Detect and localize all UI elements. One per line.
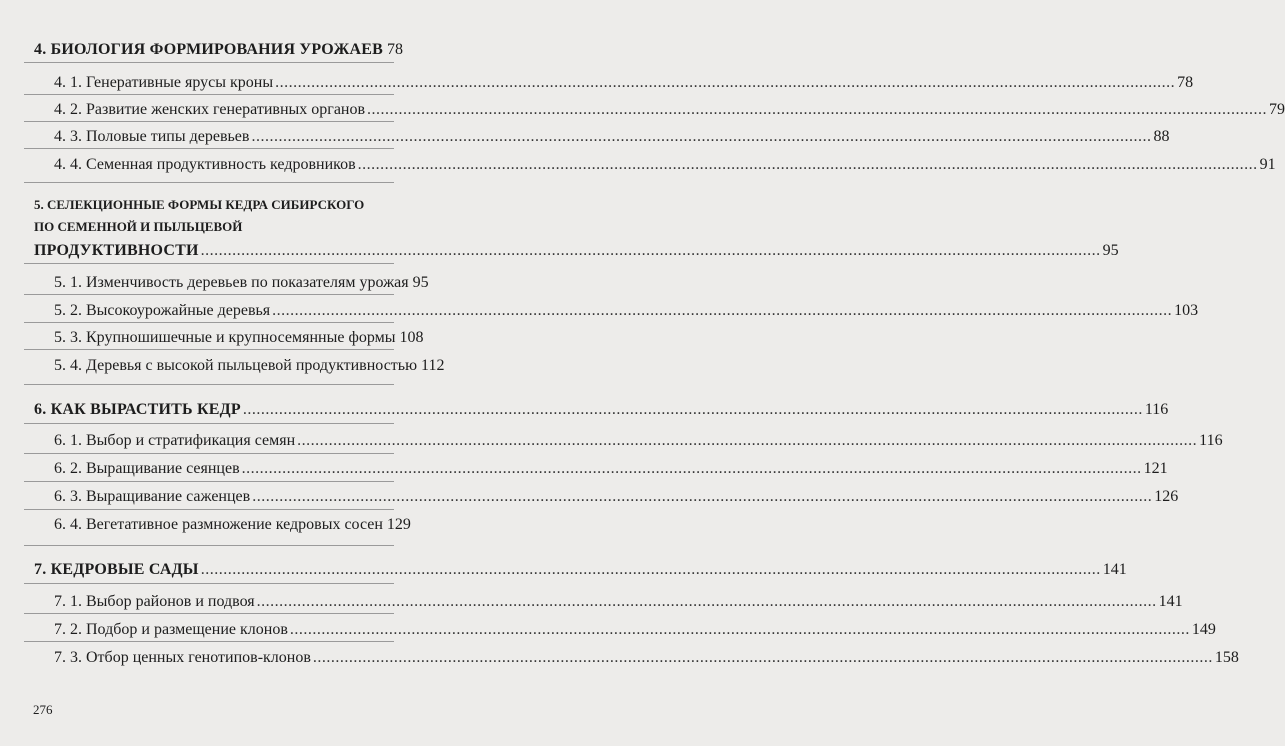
leader-dots [313,649,1213,667]
divider [24,384,394,385]
item-title: 6. 1. Выбор и стратификация семян [54,432,296,449]
item-title: 6. 4. Вегетативное размножение кедровых сосен [54,516,383,533]
toc-item-6-2 [54,460,1168,478]
item-page: 91 [1259,156,1276,173]
item-title: 4. 2. Развитие женских генеративных органов [54,101,366,118]
divider [24,453,394,454]
leader-dots [242,460,1142,478]
leader-dots [257,593,1157,611]
chapter-title-line: ПО СЕМЕННОЙ И ПЫЛЬЦЕВОЙ [34,219,243,234]
item-page: 108 [399,329,424,346]
toc-item-4-2 [54,101,1285,119]
divider [24,509,394,510]
leader-dots [201,561,1101,579]
divider [24,349,394,350]
divider [24,121,394,122]
item-page: 158 [1214,649,1239,666]
toc-item-4-4 [54,156,1276,174]
leader-dots [358,156,1258,174]
toc-item-7-1 [54,593,1183,611]
toc-item-4-1 [54,74,1194,92]
item-title: 4. 3. Половые типы деревьев [54,128,250,145]
chapter-title: 6. КАК ВЫРАСТИТЬ КЕДР [34,401,241,418]
item-page: 78 [1177,74,1194,91]
divider [24,545,394,546]
item-title: 5. 4. Деревья с высокой пыльцевой продуктивностью [54,357,418,374]
item-title: 4. 1. Генеративные ярусы кроны [54,74,274,91]
item-title: 4. 4. Семенная продуктивность кедровников [54,156,356,173]
chapter-title: 4. БИОЛОГИЯ ФОРМИРОВАНИЯ УРОЖАЕВ [34,41,383,58]
leader-dots [275,74,1175,92]
item-page: 129 [386,516,411,533]
item-title: 5. 1. Изменчивость деревьев по показателям урожая [54,274,409,291]
toc-item-5-3 [54,329,424,347]
divider [24,423,394,424]
item-title: 7. 2. Подбор и размещение клонов [54,621,288,638]
divider [24,641,394,642]
leader-dots [201,242,1101,260]
divider [24,62,394,63]
item-title: 6. 3. Выращивание саженцев [54,488,251,505]
leader-dots [367,101,1267,119]
divider [24,294,394,295]
chapter-title: 7. КЕДРОВЫЕ САДЫ [34,561,199,578]
item-title: 5. 2. Высокоурожайные деревья [54,302,271,319]
item-page: 112 [421,357,445,374]
leader-dots [297,432,1197,450]
toc-item-6-4 [54,516,411,534]
chapter-page: 141 [1102,561,1127,578]
toc-chapter-6 [34,401,1169,419]
toc-chapter-5 [34,242,1119,260]
item-page: 116 [1199,432,1223,449]
item-page: 141 [1158,593,1183,610]
chapter-page: 116 [1144,401,1169,418]
leader-dots [251,128,1151,146]
item-page: 121 [1143,460,1168,477]
toc-item-7-3 [54,649,1239,667]
chapter-title-line: 5. СЕЛЕКЦИОННЫЕ ФОРМЫ КЕДРА СИБИРСКОГО [34,197,365,212]
toc-item-5-1 [54,274,429,292]
divider [24,322,394,323]
toc-item-5-2 [54,302,1199,320]
divider [24,583,394,584]
divider [24,182,394,183]
item-page: 149 [1191,621,1216,638]
item-page: 88 [1153,128,1170,145]
item-title: 5. 3. Крупношишечные и крупносемянные формы [54,329,396,346]
leader-dots [272,302,1172,320]
item-page: 103 [1174,302,1199,319]
item-page: 79 [1269,101,1285,118]
item-title: 7. 3. Отбор ценных генотипов-клонов [54,649,311,666]
item-page: 126 [1154,488,1179,505]
leader-dots [243,401,1143,419]
divider [24,613,394,614]
toc-item-6-3 [54,488,1179,506]
toc-chapter-7 [34,561,1127,579]
divider [24,481,394,482]
leader-dots [252,488,1152,506]
chapter-page: 95 [1102,242,1119,259]
chapter-title: ПРОДУКТИВНОСТИ [34,242,199,259]
toc-item-4-3 [54,128,1170,146]
toc-item-6-1 [54,432,1223,450]
page-number: 276 [33,702,53,717]
toc-item-7-2 [54,621,1216,639]
toc-chapter-4 [34,41,403,59]
item-page: 95 [412,274,429,291]
toc-item-5-4 [54,357,445,375]
divider [24,148,394,149]
divider [24,263,394,264]
divider [24,94,394,95]
leader-dots [290,621,1190,639]
chapter-page: 78 [387,41,403,58]
item-title: 6. 2. Выращивание сеянцев [54,460,240,477]
item-title: 7. 1. Выбор районов и подвоя [54,593,255,610]
